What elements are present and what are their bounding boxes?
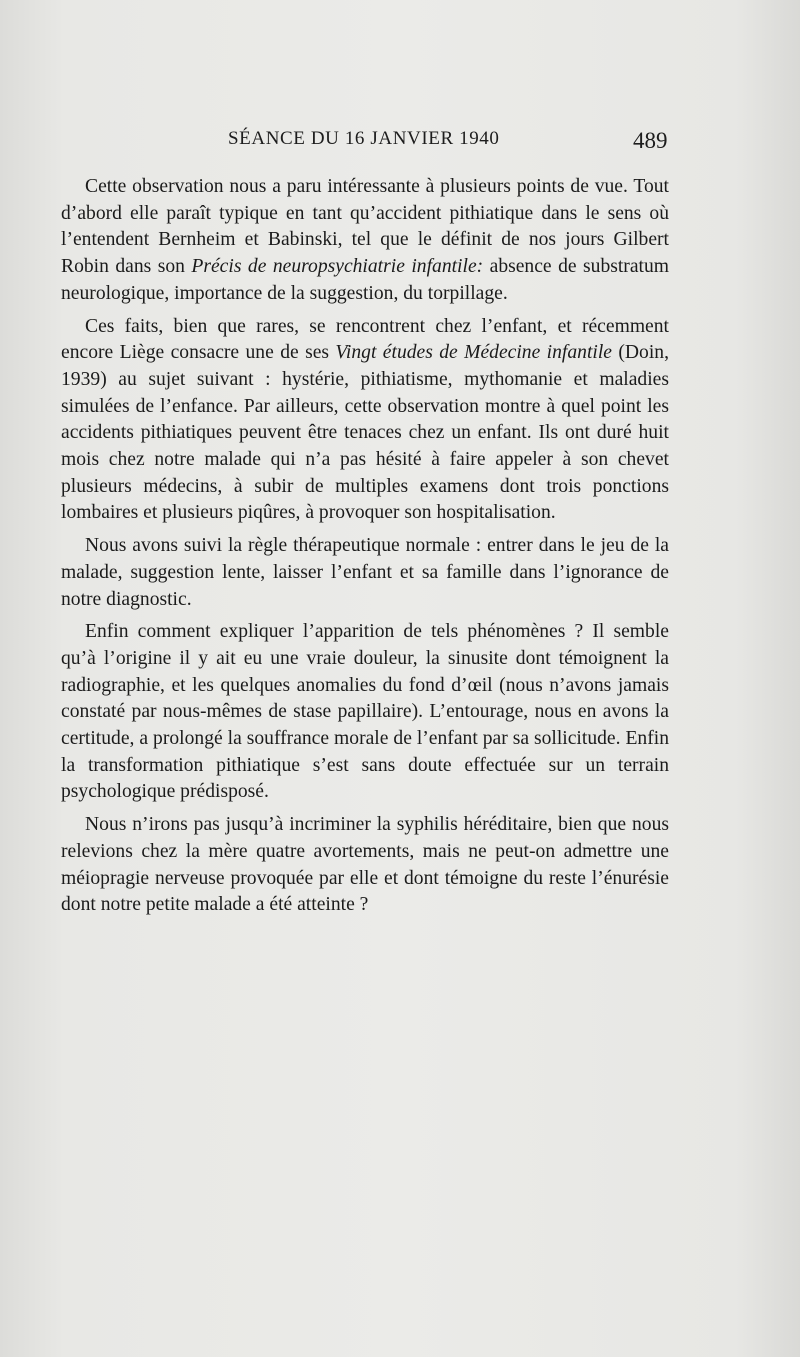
paragraph-text: Ces faits, bien que rares, se rencontrent chez l’enfant, et récemment encore Liège consacre une de ses bbox=[61, 315, 669, 364]
paragraph-text: absence de substratum neurologique, importance de la suggestion, du torpillage. bbox=[61, 256, 670, 304]
italic-text: Précis de neuropsychiatrie infantile: bbox=[191, 256, 484, 278]
page-number: 489 bbox=[633, 128, 668, 153]
paragraph bbox=[61, 314, 669, 528]
paragraph bbox=[61, 174, 669, 308]
paragraph-text: Nous avons suivi la règle thérapeutique normale : entrer dans le jeu de la malade, suggestion lente, laisser l’enfant et sa famille dans l’ignorance de notre diagnostic. bbox=[61, 535, 669, 610]
paragraph-text: (Doin, 1939) au sujet suivant : hystérie, pithiatisme, mythomanie et maladies simulées de l’enfance. Par ailleurs, cette observation montre à quel point les accidents pithiatiques peuvent être tenaces chez un enfant. Ils ont duré huit mois chez notre malade qui n’a pas hésité à faire appeler à son chevet plusieurs médecins, à subir de multiples examens dont trois ponctions lombaires et plusieurs piqûres, à provoquer son hospitalisation. bbox=[61, 342, 669, 524]
paragraph bbox=[61, 812, 669, 919]
paragraph-text: Cette observation nous a paru intéressante à plusieurs points de vue. Tout d’abord elle paraît typique en tant qu’accident pithiatique dans le sens où l’entendent Bernheim et Babinski, tel que le définit de nos jours Gilbert Robin dans son bbox=[61, 176, 669, 278]
paragraph-text: Nous n’irons pas jusqu’à incriminer la syphilis héréditaire, bien que nous relevions chez la mère quatre avortements, mais ne peut-on admettre une méiopragie nerveuse provoquée par elle et dont témoigne du reste l’énurésie dont notre petite malade a été atteinte ? bbox=[61, 814, 669, 916]
paragraph bbox=[61, 619, 669, 806]
paragraph-text: Enfin comment expliquer l’apparition de tels phénomènes ? Il semble qu’à l’origine il y ait eu une vraie douleur, la sinusite dont témoignent la radiographie, et les quelques anomalies du fond d’œil (nous n’avons jamais constaté par nous-mêmes de stase papillaire). L’entourage, nous en avons la certitude, a prolongé la souffrance morale de l’enfant par sa sollicitude. Enfin la transformation pithiatique s’est sans doute effectuée sur un terrain psychologique prédisposé. bbox=[61, 621, 669, 803]
running-head bbox=[0, 128, 800, 162]
italic-text: Vingt études de Médecine infantile bbox=[335, 342, 612, 364]
paragraph bbox=[61, 533, 669, 613]
running-title: SÉANCE DU 16 JANVIER 1940 bbox=[228, 128, 500, 149]
body-text bbox=[61, 174, 669, 925]
show-through-shadow bbox=[60, 1085, 700, 1175]
